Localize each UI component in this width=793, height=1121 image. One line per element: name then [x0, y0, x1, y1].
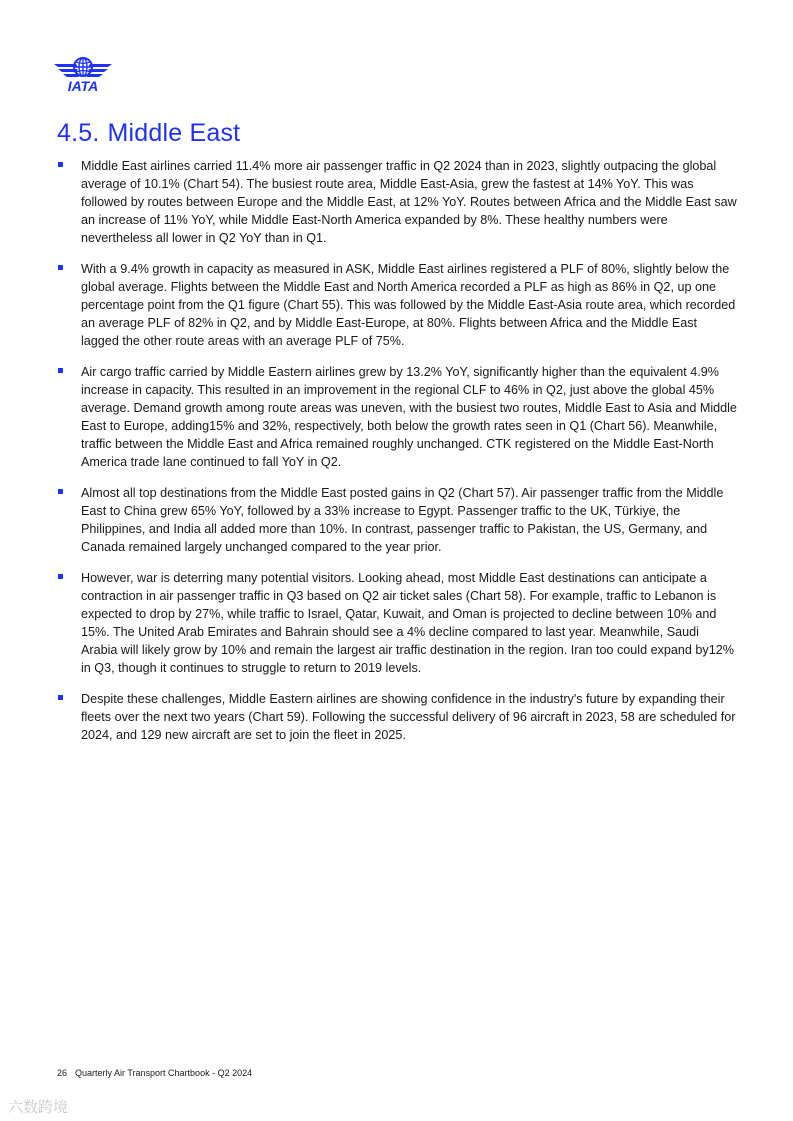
bullet-item — [57, 690, 737, 744]
bullet-item — [57, 484, 737, 556]
bullet-list — [57, 157, 737, 757]
iata-logo — [52, 52, 114, 94]
watermark — [8, 1096, 68, 1117]
bullet-square-icon — [58, 265, 63, 270]
page-footer — [57, 1068, 252, 1078]
bullet-item — [57, 260, 737, 350]
bullet-text: However, war is deterring many potential visitors. Looking ahead, most Middle East destinations can anticipate a contraction in air passenger traffic in Q3 based on Q2 air ticket sales (Chart 58). For example, traffic to Lebanon is expected to drop by 27%, while traffic to Israel, Qatar, Kuwait, and Oman is projected to decline between 10% and 15%. The United Arab Emirates and Bahrain should see a 4% decline compared to last year. Meanwhile, Saudi Arabia will likely grow by 10% and remain the largest air traffic destination in the region. Iran too could expand by12% in Q3, though it continues to struggle to return to 2019 levels. — [81, 571, 734, 675]
section-heading — [57, 119, 240, 148]
publication-title: Quarterly Air Transport Chartbook - Q2 2024 — [75, 1068, 253, 1078]
page-number: 26 — [57, 1068, 68, 1078]
iata-globe-wings-icon — [52, 52, 114, 94]
svg-text:IATA: IATA — [67, 78, 99, 94]
bullet-text: Air cargo traffic carried by Middle Eastern airlines grew by 13.2% YoY, significantly higher than the equivalent 4.9% increase in capacity. This resulted in an improvement in the regional CLF to 46% in Q2, just above the global 45% average. Demand growth among route areas was uneven, with the busiest two routes, Middle East to Asia and Middle East to Europe, adding15% and 32%, respectively, both below the growth rates seen in Q1 (Chart 56). Meanwhile, traffic between the Middle East and Africa remained roughly unchanged. CTK registered on the Middle East-North America trade lane continued to fall YoY in Q2. — [81, 365, 737, 469]
bullet-item — [57, 363, 737, 471]
bullet-square-icon — [58, 489, 63, 494]
bullet-text: Almost all top destinations from the Middle East posted gains in Q2 (Chart 57). Air passenger traffic from the Middle East to China grew 65% YoY, followed by a 33% increase to Egypt. Passenger traffic to the UK, Türkiye, the Philippines, and India all added more than 10%. In contrast, passenger traffic to Pakistan, the US, Germany, and Canada remained largely unchanged compared to the year prior. — [81, 486, 724, 554]
section-title: Middle East — [107, 119, 241, 147]
bullet-square-icon — [58, 695, 63, 700]
section-number: 4.5. — [57, 119, 100, 147]
bullet-square-icon — [58, 574, 63, 579]
bullet-text: With a 9.4% growth in capacity as measured in ASK, Middle East airlines registered a PLF of 80%, slightly below the global average. Flights between the Middle East and North America recorded a PLF as high as 86% in Q2, up one percentage point from the Q1 figure (Chart 55). This was followed by the Middle East-Asia route area, which recorded an average PLF of 82% in Q2, and by Middle East-Europe, at 80%. Flights between Africa and the Middle East lagged the other route areas with an average PLF of 75%. — [81, 262, 736, 348]
bullet-item — [57, 569, 737, 677]
bullet-square-icon — [58, 368, 63, 373]
bullet-square-icon — [58, 162, 63, 167]
watermark-text: 六数跨境 — [8, 1098, 69, 1116]
bullet-text: Despite these challenges, Middle Eastern airlines are showing confidence in the industry's future by expanding their fleets over the next two years (Chart 59). Following the successful delivery of 96 aircraft in 2023, 58 are scheduled for 2024, and 129 new aircraft are set to join the fleet in 2025. — [81, 692, 736, 742]
bullet-item — [57, 157, 737, 247]
bullet-text: Middle East airlines carried 11.4% more air passenger traffic in Q2 2024 than in 2023, slightly outpacing the global average of 10.1% (Chart 54). The busiest route area, Middle East-Asia, grew the fastest at 14% YoY. This was followed by routes between Europe and the Middle East, at 12% YoY. Routes between Africa and the Middle East saw an increase of 11% YoY, while Middle East-North America expanded by 8%. These healthy numbers were nevertheless all lower in Q2 YoY than in Q1. — [81, 159, 737, 245]
